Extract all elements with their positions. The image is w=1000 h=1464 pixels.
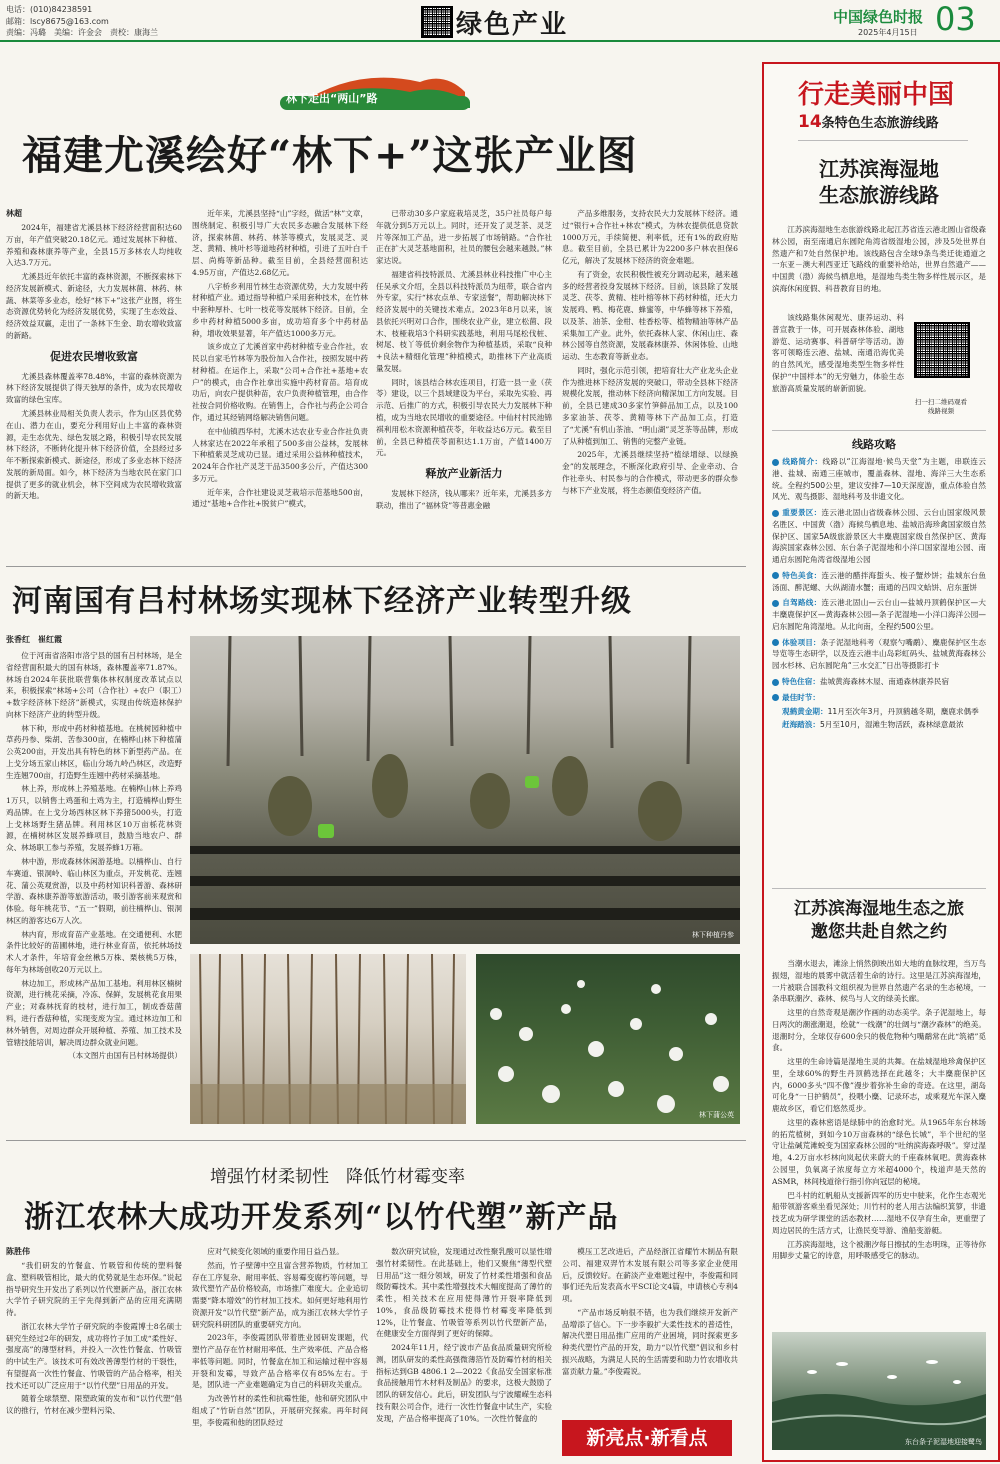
photo-wetland-egrets-icon <box>772 1332 986 1450</box>
season-item <box>772 706 986 718</box>
page-number: 03 <box>935 0 976 38</box>
photo-wetland-egrets <box>772 1332 986 1450</box>
bullet-icon <box>772 510 779 517</box>
paragraph: 林边加工，形成林产品加工基地。利用林区楠树资源，进行桃花采摘，冷冻、保鲜，发展桃花食用果产业；对森林抚育的枝材，进行加工，制成香菇菌料，进行香菇种植，实现变废为宝。通过林边加工和林外销售，对周边群众开展种植、养殖、加工技术及管辖技能培训，解决周边群众就业问题。 <box>6 978 182 1047</box>
route-text: 条子泥湿地科考（观察勺嘴鹬）、麋鹿保护区生态导览等生态研学，以及连云港丰山岛彩虹码头、盐城黄海森林公园水杉林、启东圆陀角“三水交汇”日出等摄影打卡 <box>772 637 986 671</box>
route-key: 自驾路线： <box>782 598 822 608</box>
masthead-rule <box>0 40 1000 42</box>
article2-title: 河南国有吕村林场实现林下经济产业转型升级 <box>12 584 632 619</box>
route-item <box>772 597 986 632</box>
route-item <box>772 570 986 594</box>
season-text: 5月至10月，湿滩生物活跃，森林绿意最浓 <box>819 720 964 730</box>
bullet-icon <box>772 459 779 466</box>
article3-kicker: 增强竹材柔韧性 降低竹材霉变率 <box>210 1167 465 1187</box>
article1-title: 福建尤溪绘好“林下+”这张产业图 <box>22 132 638 179</box>
photo-caption-1: 林下种植丹参 <box>692 931 734 939</box>
paragraph: 在中仙镇西华村，尤溪木达农业专业合作社负责人林家达在2022年承租了500多亩公益林，发展林下种植紫灵芝成功已显。通过采用公益林种植技术，2024年合作社产灵芝干品3500多公斤，产值达300多万元。 <box>192 426 368 483</box>
sidebar-photo-caption: 东台条子泥湿地迎接鹭鸟 <box>905 1438 982 1446</box>
series-rule <box>798 140 968 141</box>
sidebar-title-line-1: 江苏滨海湿地 <box>819 157 939 181</box>
paragraph: 有了资金，农民积极性被充分调动起来，越来越多的经营者投身发展林下经济。目前，该县除了发展灵芝、茯苓、黄精、桂叶榕等林下药材种植，还大力发展鸡、鸭、梅花鹿、蜂蜜等，中华蜂等林下养殖，以及茶、油茶、金柑、桂香松等、植物精油等林产品采集加工产业。此外，依托森林人家、休闲山庄、森林公园等自然资源，发展森林康养、休闲体验、山地运动、生态教育等新业态。 <box>562 269 738 362</box>
route-text: 线路以“江海湿地·候鸟天堂”为主题，串联连云港、盐城、南通三座城市，覆盖森林、湿地、海洋三大生态系统。全程约500公里，建议安排7—10天深度游，重点体验自然风光、观鸟摄影、湿地科考及非遗文化。 <box>772 457 986 502</box>
paragraph: 数次研究试验，发现通过改性聚乳酸可以显性增强竹材柔韧性。在此基础上，他们又聚焦“薄型代塑日用品”这一细分领域，研发了竹材柔性增强和食品级防霉技术。其中柔性增强技术大幅度提高了薄竹的柔性，相关技术在应用使得薄竹开裂率降低到10%，食品级防霉技术使得竹材霉变率降低到12%，让竹餐盒、竹吸管等系列以竹代塑新产品，在健康安全方面得到了更好的保障。 <box>376 1247 552 1339</box>
qr-caption: 扫一扫二维码观看线路视频 <box>915 398 967 416</box>
paragraph: 江苏滨海湿地生态旅游线路北起江苏省连云港北圆山省级森林公园，南至南通启东圆陀角湾省级湿地公园，涉及5处世界自然遗产和7处自然保护地。该线路包含全球9条鸟类迁徙通道之一东亚－澳大利西亚迁飞路线的重要补给站，世界自然遗产——中国黄（渤）海候鸟栖息地，是湿地鸟类生物多样性展示区，是滨海休闲度假、科普教育目的地。 <box>772 225 986 293</box>
photo-workers-planting <box>190 636 740 944</box>
paragraph: 2024年11月，经宁波市产品食品质量研究所检测，团队研发的柔性高强微薄箔竹及防霉竹材的相关指标达到GB 4806.1 2—2022《食品安全国家标准食品接触用竹木材料及制品》的要求，这极大鼓励了团队的研发信心。此后，研发团队与宁波耀嵘生态科技有限公司合作，进行一次性竹餐盒中试生产，实验发现，产品合格率提高了10%。一次性竹餐盒的 <box>376 1343 552 1423</box>
section-qr-code <box>421 6 453 38</box>
paragraph: 这里的生命诗篇是湿地生灵的共舞。在盐城湿地珍禽保护区里，全球60%的野生丹顶鹤选择在此越冬；大丰麋鹿保护区内，6000多头“四不像”漫步着弥补生命的奇迹。在这里，湖岛可化身“一日护鹤员”，投喂小麋、记录环志，或乘观光车深入麋鹿故乡区，看它们悠然觅步。 <box>772 1057 986 1114</box>
season-key: 观鹤黄金期： <box>782 706 828 716</box>
article2-column-1 <box>6 650 182 1130</box>
article1-column-1 <box>6 222 182 558</box>
paragraph: 当潮水退去，滩涂上悄然倒映出如大地的血脉纹理，当万鸟振翅，湿地的晨雾中就活着生命的诗行。这里是江苏滨海湿地，一片被联合国教科文组织视为世界自然遗产名录的生态秘境，一条串联潮汐、森林、候鸟与人文的绿美长廊。 <box>772 959 986 1004</box>
masthead-phone: 电话：(010)84238591 <box>6 5 93 14</box>
paragraph: 然而，竹子壁薄中空且富含营养物质，竹材加工存在工序复杂、耐用率低、容易霉变腐朽等问题，导致代塑竹产品价格较高，市场推广难度大。企业追切需要“降本增效”的竹材加工技术。如何更好地利用竹资源开发“以竹代塑”新产品，成为浙江农林大学竹子研究院科研团队的重要研究方向。 <box>192 1260 368 1329</box>
article1-column-2 <box>192 208 368 558</box>
paragraph: 位于河南省洛阳市洛宁县的国有吕村林场，是全省经营面积最大的国有林场，森林覆盖率71.87%。林场自2024年获批联营集体林权制度改革试点以来，积极探索“林场+公司（合作社）+农户（职工）+数字经济林下经济”新模式，实现由传统造林保护向林下经济产业的转型升级。 <box>6 651 182 719</box>
paragraph: 该乡成立了尤溪首家中药材种植专业合作社，农民以自家毛竹林等为股份加入合作社，按照发展中药材种植。在运作上，采取“公司+合作社+基地+农户”的模式，由合作社拿出实施中药材育苗。培育成功后，向农户提供种苗，农户负责种植管理，由合作社按合同价格收购。在销售上，合作社与药企公司合作，通过其经销网络解决销售问题。 <box>192 342 368 423</box>
paragraph: 2023年，李俊霞团队带着胜业园研发课题，代塑竹产品存在竹材耐用率低、生产效率低、产品合格率低等问题。同时，竹餐盒在加工和运输过程中容易开裂和发霉，导致产品合格率仅有85%左右。于是，团队进一产业难题确定为自己的科研攻关重点。 <box>192 1333 368 1390</box>
photo-dandelions <box>476 954 740 1124</box>
paragraph: 产品多维服务，支持农民大力发展林下经济。通过“银行+合作社+林农”模式，为林农提供低息贷款1000万元，手续简便、利率低，还有1%的政府贴息。截至目前，全县已累计为2200多户林农担保6亿元，解决了发展林下经济的资金难题。 <box>562 209 738 266</box>
paragraph: 2025年，尤溪县继续坚持“植绿增绿、以绿换金”的发展理念，不断深化政府引导、企业牵动、合作社牵头、村民参与的合作模式，带动更多的群众参与林下产业发展，将生态颜值变经济产值。 <box>562 450 738 495</box>
bullet-icon <box>772 572 779 579</box>
article3-column-3 <box>376 1246 552 1460</box>
paragraph: 这里的森林密语是绿肺中的治愈时光。从1965年东台林场的拓荒植树，到如今10万亩森林的“绿色长城”，半个世纪的坚守让盐碱荒滩蜕变为国家森林公园的“吐纳滨海森呼吸”。穿过湿地，4.2万亩水杉林向岚起伏来蔚大的千座森林氧吧。黄海森林公园里，负氧离子浓度每立方米超4000个，栈道声是天然的ASMR，林间栈道徐行指引你向冠层的秘境。 <box>772 1117 986 1186</box>
paragraph: 福建省科技特派员、尤溪县林业科技推广中心主任吴承文介绍，全县以科技特派员为纽带，联合省内外专家，实行“林农点单、专家送餐”，帮助解决林下经济发展中的关键技术难点。2023年8月以来，该县依托兴明对口合作，围绕农业产业，建立松菌、段木、枝桠栽培3个科研实践基地，利用马尾松伐桩、树尾、枝丫等低价剩余物作为种植基质，采取“良种+良法+精细化管理”种植模式，助推林下产业高质量发展。 <box>376 269 552 373</box>
column-banner-label: 林下走出“两山”路 <box>286 92 378 105</box>
essay-title-line-2: 邀您共赴自然之约 <box>811 921 947 942</box>
route-video-qr-code[interactable] <box>914 322 970 378</box>
paragraph: 同时，该县结合林农连项目，打造一县一业（茯苓）建设，以三个县域建设为平台，采取先实验、再示范、后推广的方式，积极引导农民大力发展林下种植，成为当地农民增收的重要途径。中仙村村民池锦祺利用松木资源种植茯苓，年收益达6万元。截至目前，全县已种植茯苓面积达1.1万亩，产值1400万元。 <box>376 377 552 458</box>
essay-title <box>772 898 986 944</box>
article3-column-4 <box>562 1246 738 1414</box>
sidebar-intro-2 <box>772 312 904 424</box>
paragraph: 尤溪县林业局相关负责人表示，作为山区县优势在山、潜力在山，要充分利用好山上丰富的森林资源，走生态优先、绿色发展之路，积极引导农民发展林下经济，不断转化提升林下经济价值，全县经过多年不断探索新模式、新途径，形成了多业态林下经济发展的新局面。如今，林下经济为当地农民在家门口提供了更多的就业机会，林下空间成为农民增收致富的新天地。 <box>6 409 182 501</box>
paragraph: 林内育，形成育苗产业基地。在交通便利、水肥条件比较好的苗圃林地，进行林业育苗，依托林场技术人才条件，年培育金丝楸5万株、栗核桃5万株，每年为林场创收20万元以上。 <box>6 929 182 974</box>
article1-byline: 林超 <box>6 209 22 218</box>
paragraph: 为改善竹材的柔性和抗霉性能，他和研究团队中组成了“竹斫自然”团队，开展研究探索。再年时间里，李俊霞和他的团队经过 <box>192 1394 368 1427</box>
article2-byline: 张香红 崔红霞 <box>6 635 62 644</box>
paragraph: 八字桥乡利用竹林生态资源优势，大力发展中药材种植产业。通过指导种植户采用套种技术，在竹林中套种厚朴、七叶一枝花等发展林下经济。目前，全乡中药材种植5000多亩，成功培育多个中药材品种，增收效果显著，年产值达1000多万元。 <box>192 281 368 338</box>
route-item <box>772 456 986 503</box>
season-item <box>772 719 986 731</box>
sidebar-title <box>776 156 982 208</box>
sidebar-title-line-2: 生态旅游线路 <box>819 183 939 207</box>
article3-column-1 <box>6 1260 182 1460</box>
route-key: 特色住宿： <box>782 677 820 687</box>
paragraph: 尤溪县近年依托丰富的森林资源，不断探索林下经济发展新模式、新途径，大力发展林菌、林药、林蔬、林菜等多业态，绘好“林下+”这张产业图，将生态资源优势转化为经济发展优势，实现了生态效益、经济效益双赢，走出了一条林下生金、助农增收致富的新路。 <box>6 272 182 340</box>
paragraph: “我们研发的竹餐盒、竹吸管和传统的塑料餐盒、塑料吸管相比，最大的优势就是生态环保。”说起指导研究生开发出了系列以竹代塑新产品，浙江农林大学竹子研究院的王宇先得到新产品的应用充满期待。 <box>6 1261 182 1318</box>
essay-body <box>772 958 986 1328</box>
paragraph: 尤溪县森林覆盖率78.48%，丰富的森林资源为林下经济发展提供了得天独厚的条件，成为农民增收致富的绿色宝库。 <box>6 371 182 405</box>
route-key: 最佳时节： <box>782 692 820 702</box>
section-divider <box>6 1140 746 1141</box>
paragraph: 发展林下经济，钱从哪来？近年来，尤溪县多方联动，推出了“福林贷”等普惠金融 <box>376 489 552 510</box>
paragraph: 林下种，形成中药材种植基地。在桃树园种植中草药丹参、柴胡、苦参300亩，在楠桦山林下种植蒲公英200亩，开发出具有特色的林下新型药产品。在上戈分场五家山林区，临山分场九岭凸林区，改造野生连翘700亩，打造野生连翘中药材采摘基地。 <box>6 723 182 780</box>
essay-rule <box>772 888 986 889</box>
photo-forest-trunks-icon <box>190 954 466 1124</box>
guide-rule <box>772 430 986 431</box>
article1-column-4 <box>562 208 738 558</box>
paragraph: 模压工艺改进后，产品经浙江省耀竹木制品有限公司、福建双羿竹木发展有限公司等多家企业使用后，反馈较好。在薪淡产业难题过程中，李俊霞和同事们还先后发表高水平SCI论文4篇，申请核心专利4项。 <box>562 1247 738 1304</box>
article1-subheading-2: 释放产业新活力 <box>425 467 503 481</box>
route-guide-list <box>772 456 986 876</box>
paragraph: 巴斗村的红帆船从支援新四军的历史中驶来，化作生态观光船带领游客乘坐看见深处；川竹村的老人用古法编织箕箩，非遗技艺成为研学课堂的活态教材……湿地不仅孕育生命，更重塑了周边居民的生活方式，让渔民变导游、渔船变游艇。 <box>772 1190 986 1235</box>
masthead-email: 邮箱：lscy8675@163.com <box>6 16 109 26</box>
season-key: 赶海踏浪： <box>782 720 820 730</box>
paper-logo: 中国绿色时报 <box>833 8 924 26</box>
bullet-icon <box>772 694 779 701</box>
photo-forest-trunks <box>190 954 466 1124</box>
series-title: 行走美丽中国 <box>798 80 955 110</box>
sidebar-intro-1 <box>772 224 986 310</box>
photo-workers-planting-icon <box>190 636 740 944</box>
paragraph: 近年来，尤溪县坚持“山”字经，做活“林”文章，围绕制定、积极引导广大农民多态融合发展林下经济，探索林菌、林药、林茶等模式，发展灵芝、灵芝、黄精、桃叶杉等道地药材种植，引进了五叶白千层、尚梅等新品种。截至目前，全县经营面积达4.95万亩，产值达2.68亿元。 <box>192 209 368 277</box>
masthead-editors: 责编：冯璐 美编：许金会 责校：康海兰 <box>6 28 158 38</box>
section-name: 绿色产业 <box>456 10 569 40</box>
guide-title: 线路攻略 <box>852 438 896 451</box>
bullet-icon <box>772 600 779 607</box>
article3-column-2 <box>192 1246 368 1460</box>
paragraph: 应对气候变化领域的重要作用日益凸显。 <box>207 1247 344 1256</box>
bullet-icon <box>772 639 779 646</box>
bullet-icon <box>772 679 779 686</box>
series-number: 14 <box>798 112 822 132</box>
paragraph: 已带动30多户家庭栽培灵芝，35户社员每户每年就分到5万元以上。同时，还开发了灵芝茶、灵芝片等深加工产品，进一步拓展了市场销路。“合作社正在扩大灵芝基地面积，社员的腰包会越来越鼓。”林家达说。 <box>376 209 552 266</box>
paragraph: 该线路集休闲观光、康养运动、科普宣教于一体，可开展森林体验、湖地游览、运动赛事、科普研学等活动。游客可领略连云港、盐城、南通沿海优美的自然风光，感受湿地类型生物多样性保护“中国样本”的无穷魅力，体验生态旅游高质量发展的崭新面貌。 <box>772 313 904 393</box>
paragraph: 林中游，形成森林休闲游基地。以楠桦山、自行车赛道、银洞岭、临山林区为重点，开发桃花、连翘花、蒲公英观赏游，以及中药材知识科普游、森林研学游、森林康养游等旅游活动，吸引游客前来观赏和体验。每年桃花节、“五一”假期，前往楠桦山、银洞林区的游客达6万人次。 <box>6 857 182 925</box>
route-item <box>772 507 986 566</box>
route-item <box>772 637 986 672</box>
article3-byline: 陈胜伟 <box>6 1247 30 1256</box>
season-text: 11月至次年3月，丹顶鹤越冬期，麋鹿求偶季 <box>827 706 979 716</box>
article3-title: 浙江农林大成功开发系列“以竹代塑”新产品 <box>24 1200 619 1235</box>
series-subtitle <box>798 112 939 132</box>
photo-caption-2: 林下蒲公英 <box>699 1111 734 1119</box>
paragraph: 这里的自然奇观是潮汐作画的动态美学。条子泥湿地上，每日两次的潮涨潮退，绘就“一线潮”的壮阔与“潮汐森林”的绝美。退潮时分，全球仅存600余只的极危物种勺嘴鹬常在此“筑裙”觅食。 <box>772 1008 986 1053</box>
route-text: 连云港的醋拌海蜇头、梭子蟹炒饼；盐城东台鱼汤面、醉泥螺、大纵湖清水蟹；南通的吕四文蛤饼、启东蛋饼 <box>772 570 986 592</box>
essay-title-line-1: 江苏滨海湿地生态之旅 <box>794 899 964 919</box>
route-item <box>772 676 986 688</box>
paragraph: 江苏滨海湿地，这个被潮汐每日擦拭的生态明珠，正等待你用脚步丈量它的诗意，用呼吸感受它的脉动。 <box>772 1239 986 1261</box>
article1-column-3 <box>376 208 552 558</box>
route-item <box>772 692 986 704</box>
paragraph: 林上养，形成林上养殖基地。在楠桦山林上养鸡1万只，以销售土鸡蛋和土鸡为主，打造楠桦山野生鸡品牌。在上戈分场西林区林下养猪5000头，打造上戈林场野生猪品牌。利用林区10万亩栎花林资源，在楠树林区发展养蜂项目，鼓励当地农户、群众、林场职工参与养殖，发展养蜂1万箱。 <box>6 784 182 853</box>
paragraph: 2024年，福建省尤溪县林下经济经营面积达60万亩，年产值突破20.18亿元。通过发展林下种植、养殖和森林康养等产业，全县15万多林农人均纯收入达3.7万元。 <box>6 223 182 268</box>
photo-credit: （本文图片由国有吕村林场提供） <box>68 1051 182 1061</box>
paragraph: “产品市场反响很不错，也为我们继续开发新产品增添了信心。下一步李毅扩大柔性技术的普适性，解决代塑日用品推广应用的产业困境，同时探索更多种类代塑竹产品的开发，助力“以竹代塑”倡议和乡村振兴战略，为满足人民的生活需要和助力竹农增收共富贡献力量。”李俊霞说。 <box>562 1307 738 1376</box>
new-highlights-badge: 新亮点·新看点 <box>562 1420 732 1456</box>
masthead-contact <box>6 4 158 39</box>
route-key: 体验项目： <box>782 637 821 647</box>
route-key: 特色美食： <box>782 570 822 580</box>
series-subtitle-text: 条特色生态旅游线路 <box>821 116 939 131</box>
paragraph: 近年来，合作社建设灵芝栽培示范基地500亩，通过“基地+合作社+脱贫户”模式， <box>192 487 368 509</box>
route-text: 连云港北固山—云台山—盐城丹顶鹤保护区—大丰麋鹿保护区—黄海森林公园—条子泥湿地—小洋口海洋公园—启东圆陀角湾湿地。从北向南，全程约500公里。 <box>772 598 986 631</box>
paragraph: 同时，强化示范引领，把培育壮大产业龙头企业作为推进林下经济发展的突破口，带动全县林下经济规模化发展，推动林下经济向精深加工方向发展。目前，全县已建成30多家竹笋鲜品加工点，以及100多家油茶、茯苓、黄精等林下产品加工点，打造了“尤溪”有机山茶油、“明山湖”灵芝茶等品牌，形成了从种植到加工、销售的完整产业链。 <box>562 365 738 446</box>
paragraph: 随着全球禁塑、限塑政策的发布和“以竹代塑”倡议的推行，竹材在减少塑料污染、 <box>6 1394 182 1416</box>
issue-date: 2025年4月15日 <box>858 28 918 37</box>
route-key: 线路简介： <box>782 457 823 466</box>
photo-dandelions-icon <box>476 954 740 1124</box>
route-text: 盐城黄海森林木屋、南通森林康养民宿 <box>819 677 950 687</box>
route-key: 重要景区： <box>782 508 822 518</box>
section-divider <box>6 566 746 567</box>
article1-subheading-1: 促进农民增收致富 <box>50 349 138 363</box>
paragraph: 浙江农林大学竹子研究院的李俊霞博士8名硕士研究生经过2年的研发，成功将竹子加工成“柔性好、强度高”的薄型材料，并投入一次性竹餐盒、竹吸管的中试生产。该技术可有效改善薄型竹材的干裂性，有望提高一次性竹餐盒、竹吸管的产品合格率，相关技术还可以广泛应用于“以竹代塑”日用品的开发。 <box>6 1321 182 1390</box>
route-text: 连云港北固山省级森林公园、云台山国家级风景名胜区、中国黄（渤）海候鸟栖息地、盐城沿海珍禽国家级自然保护区、国家5A级旅游景区大丰麋鹿国家级自然保护区、黄海海滨国家森林公园、东台条子泥湿地和小洋口国家湿地公园、南通启东圆陀角湾省级湿地公园 <box>772 508 986 565</box>
